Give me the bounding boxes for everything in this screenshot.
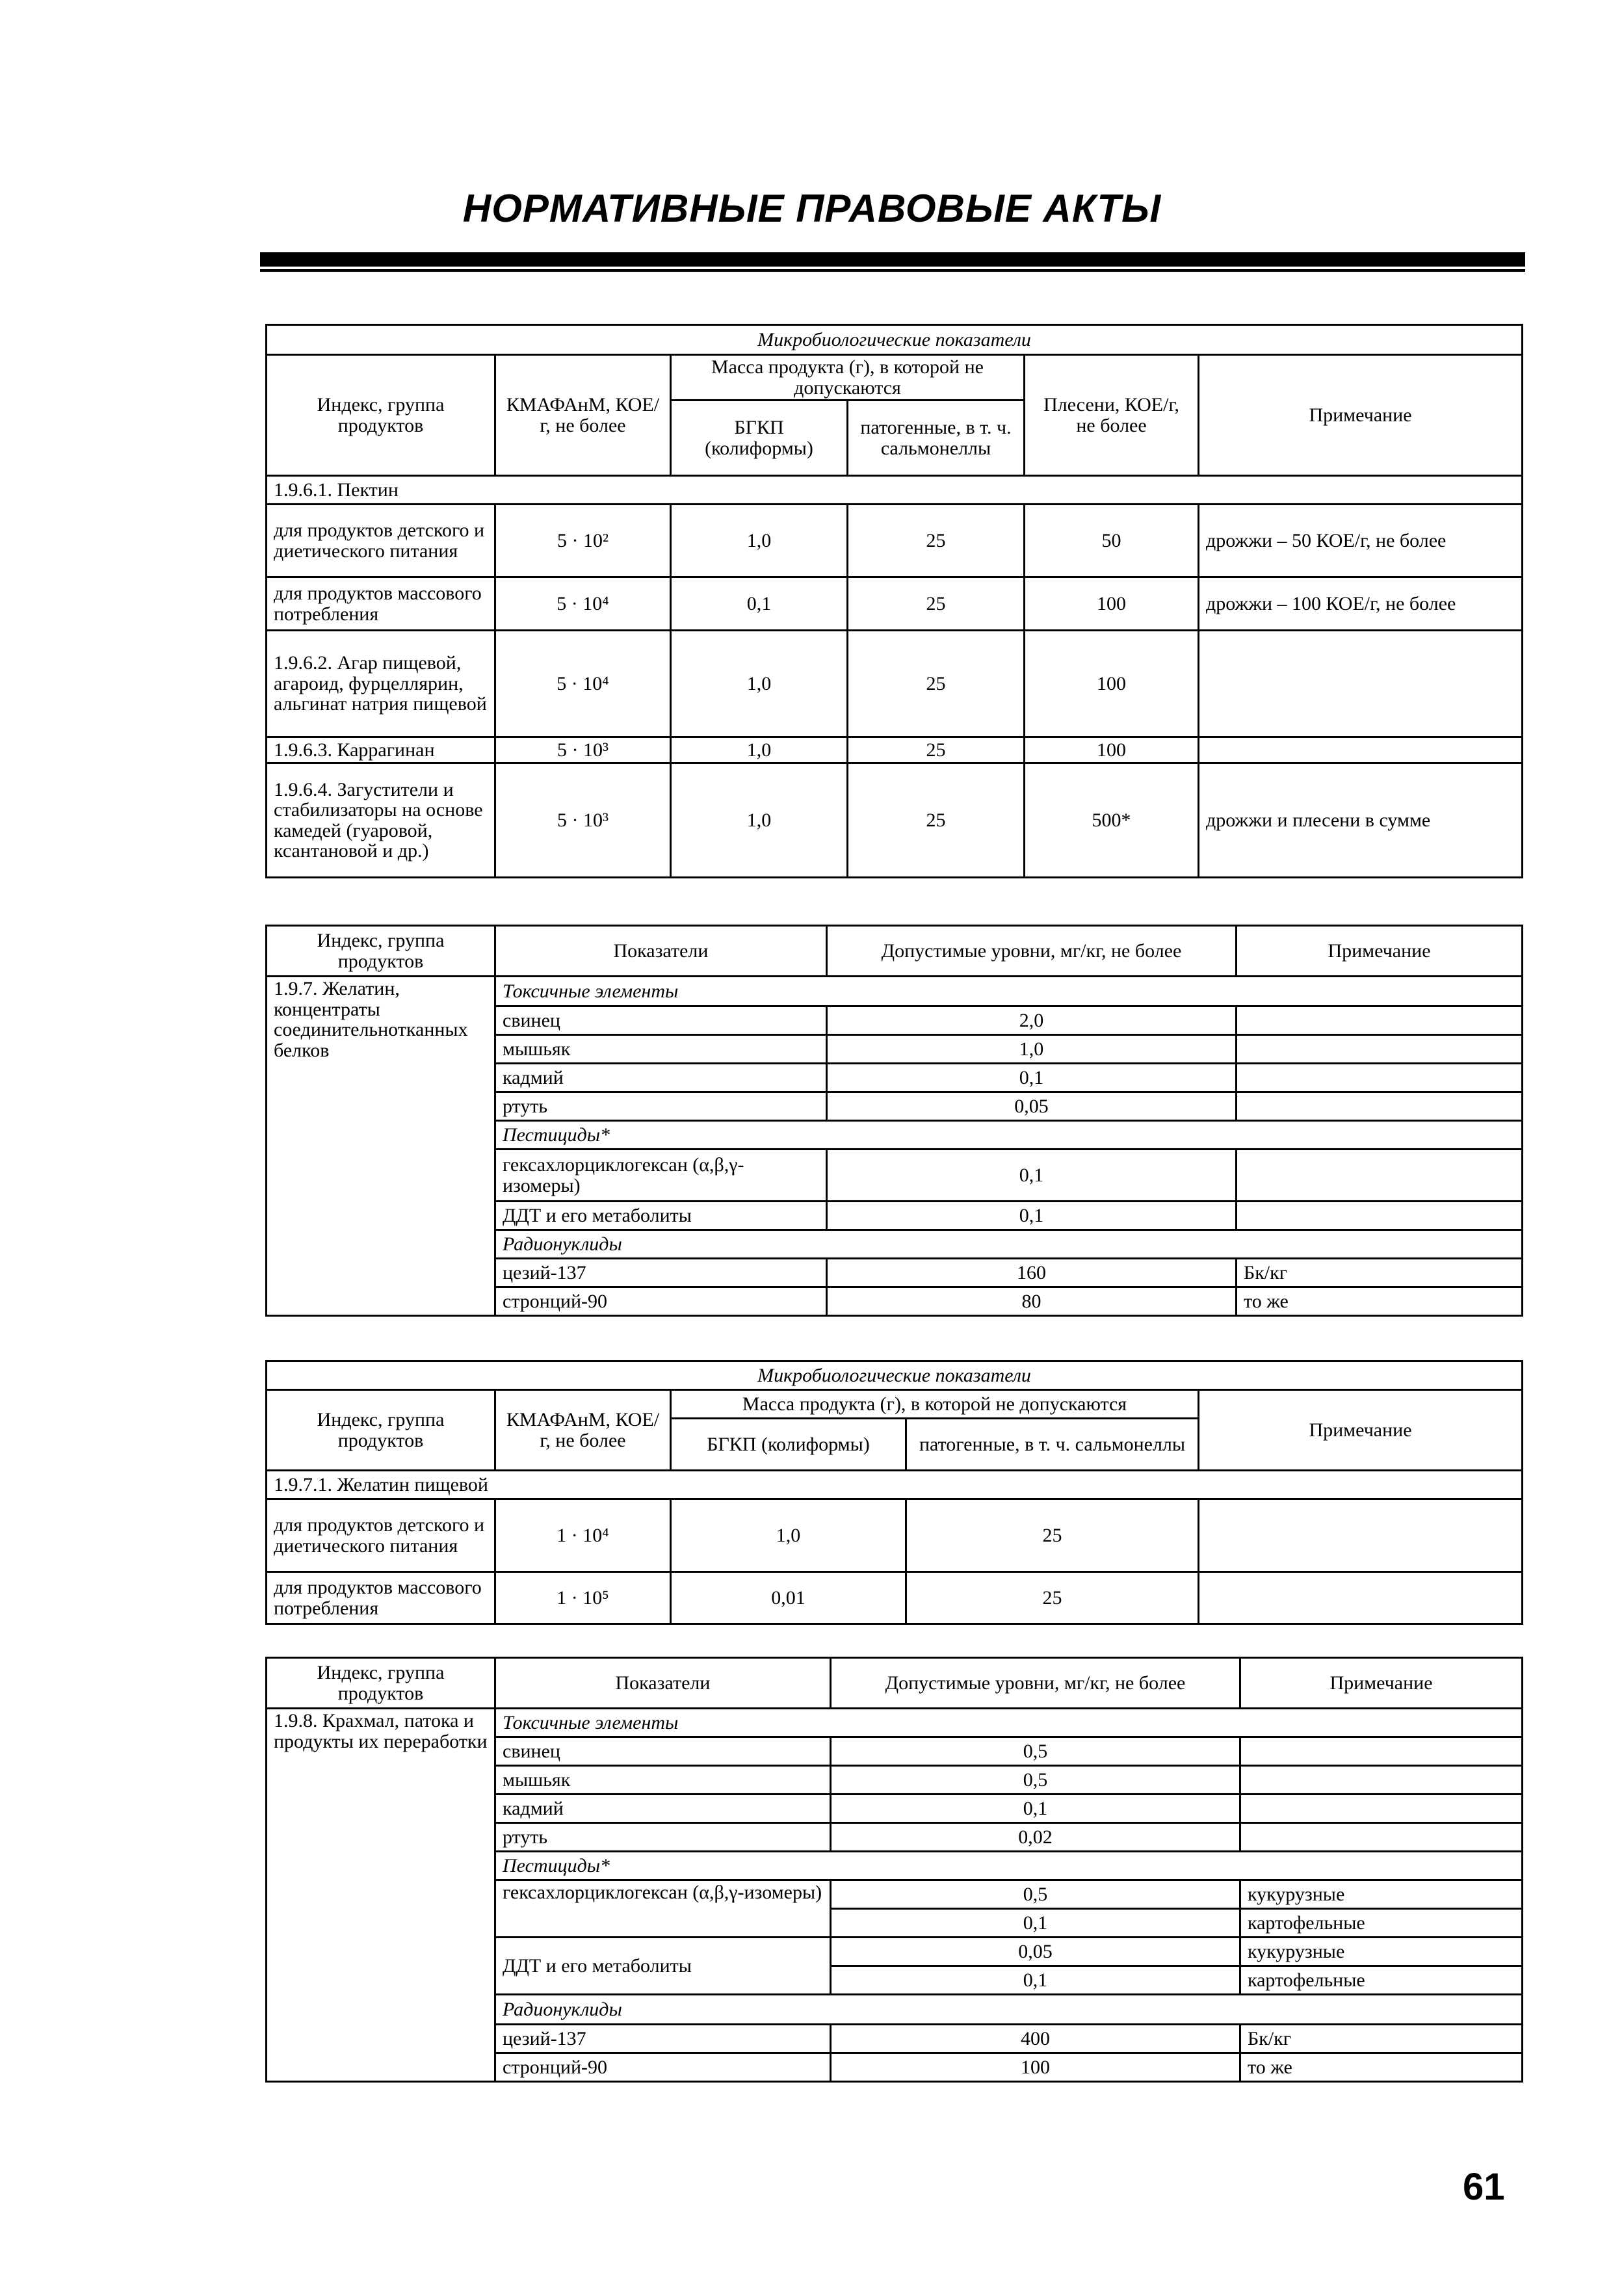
table-row xyxy=(267,577,1523,631)
kmafanm-cell: 1 · 10⁴ xyxy=(495,1499,671,1572)
product-cell: для продуктов детского и диетического питания xyxy=(267,505,495,577)
product-cell: 1.9.8. Крахмал, патока и продукты их переработки xyxy=(267,1709,495,2082)
col-header-index: Индекс, группа продуктов xyxy=(267,926,495,977)
note-cell: дрожжи и плесени в сумме xyxy=(1199,763,1523,878)
note-cell xyxy=(1237,1035,1523,1064)
page-number: 61 xyxy=(1463,2166,1505,2208)
pathogens-cell: 25 xyxy=(848,763,1025,878)
note-cell xyxy=(1237,1006,1523,1035)
note-cell xyxy=(1240,1766,1523,1795)
col-header-kmafanm: КМАФАнМ, КОЕ/г, не более xyxy=(495,355,671,476)
value-cell: 0,1 xyxy=(831,1795,1240,1823)
pathogens-cell: 25 xyxy=(848,577,1025,631)
note-cell: то же xyxy=(1240,2053,1523,2082)
col-header-pathogens: патогенные, в т. ч. сальмонеллы xyxy=(848,401,1025,476)
indicator-cell: мышьяк xyxy=(495,1766,831,1795)
note-cell xyxy=(1237,1202,1523,1230)
bgkp-cell: 1,0 xyxy=(671,505,848,577)
note-cell xyxy=(1237,1064,1523,1092)
indicator-cell: мышьяк xyxy=(495,1035,827,1064)
value-cell: 0,1 xyxy=(831,1909,1240,1938)
value-cell: 160 xyxy=(827,1259,1237,1287)
kmafanm-cell: 5 · 10⁴ xyxy=(495,631,671,737)
col-header-mass: Масса продукта (г), в которой не допускаются xyxy=(671,1390,1199,1419)
value-cell: 0,5 xyxy=(831,1766,1240,1795)
molds-cell: 100 xyxy=(1025,577,1199,631)
section-label: 1.9.7.1. Желатин пищевой xyxy=(267,1471,1523,1499)
microbiology-table-gelatin xyxy=(265,1360,1523,1625)
molds-cell: 100 xyxy=(1025,737,1199,763)
note-cell xyxy=(1237,1150,1523,1202)
bgkp-cell: 1,0 xyxy=(671,1499,906,1572)
value-cell: 0,05 xyxy=(831,1938,1240,1966)
toxicology-table-gelatin xyxy=(265,925,1523,1317)
col-header-pathogens: патогенные, в т. ч. сальмонеллы xyxy=(906,1419,1199,1471)
toxicology-table-starch xyxy=(265,1657,1523,2083)
note-cell: картофельные xyxy=(1240,1966,1523,1995)
indicator-cell: ДДТ и его метаболиты xyxy=(495,1202,827,1230)
value-cell: 0,1 xyxy=(827,1064,1237,1092)
product-cell: 1.9.6.2. Агар пищевой, агароид, фурцеллярин, альгинат натрия пищевой xyxy=(267,631,495,737)
product-cell: для продуктов массового потребления xyxy=(267,1572,495,1624)
table-row xyxy=(267,505,1523,577)
indicator-cell: стронций-90 xyxy=(495,2053,831,2082)
subgroup-label: Радионуклиды xyxy=(495,1230,1523,1259)
kmafanm-cell: 5 · 10³ xyxy=(495,763,671,878)
note-cell: дрожжи – 50 КОЕ/г, не более xyxy=(1199,505,1523,577)
bgkp-cell: 0,01 xyxy=(671,1572,906,1624)
kmafanm-cell: 1 · 10⁵ xyxy=(495,1572,671,1624)
col-header-index: Индекс, группа продуктов xyxy=(267,1390,495,1471)
product-cell: 1.9.6.4. Загустители и стабилизаторы на основе камедей (гуаровой, ксантановой и др.) xyxy=(267,763,495,878)
kmafanm-cell: 5 · 10² xyxy=(495,505,671,577)
note-cell: дрожжи – 100 КОЕ/г, не более xyxy=(1199,577,1523,631)
kmafanm-cell: 5 · 10⁴ xyxy=(495,577,671,631)
col-header-index: Индекс, группа продуктов xyxy=(267,355,495,476)
col-header-note: Примечание xyxy=(1240,1658,1523,1709)
value-cell: 100 xyxy=(831,2053,1240,2082)
value-cell: 0,5 xyxy=(831,1880,1240,1909)
subgroup-label: Радионуклиды xyxy=(495,1995,1523,2025)
bgkp-cell: 1,0 xyxy=(671,631,848,737)
product-cell: 1.9.7. Желатин, концентраты соединительнотканных белков xyxy=(267,977,495,1316)
group-header: Микробиологические показатели xyxy=(267,325,1523,355)
table-row xyxy=(267,763,1523,878)
col-header-levels: Допустимые уровни, мг/кг, не более xyxy=(831,1658,1240,1709)
indicator-cell: гексахлорциклогексан (α,β,γ-изомеры) xyxy=(495,1880,831,1938)
group-header: Микробиологические показатели xyxy=(267,1361,1523,1390)
value-cell: 0,1 xyxy=(827,1202,1237,1230)
indicator-cell: ДДТ и его метаболиты xyxy=(495,1938,831,1995)
pathogens-cell: 25 xyxy=(848,631,1025,737)
value-cell: 400 xyxy=(831,2025,1240,2053)
indicator-cell: цезий-137 xyxy=(495,2025,831,2053)
microbiology-table-pectin xyxy=(265,324,1523,878)
pathogens-cell: 25 xyxy=(906,1499,1199,1572)
subgroup-label: Токсичные элементы xyxy=(495,977,1523,1006)
indicator-cell: свинец xyxy=(495,1006,827,1035)
indicator-cell: гексахлорциклогексан (α,β,γ-изомеры) xyxy=(495,1150,827,1202)
note-cell xyxy=(1240,1823,1523,1852)
bgkp-cell: 1,0 xyxy=(671,763,848,878)
section-label: 1.9.6.1. Пектин xyxy=(267,476,1523,505)
col-header-kmafanm: КМАФАнМ, КОЕ/г, не более xyxy=(495,1390,671,1471)
indicator-cell: свинец xyxy=(495,1737,831,1766)
note-cell xyxy=(1199,1499,1523,1572)
table-row xyxy=(267,631,1523,737)
note-cell: Бк/кг xyxy=(1240,2025,1523,2053)
indicator-cell: ртуть xyxy=(495,1823,831,1852)
product-cell: для продуктов детского и диетического питания xyxy=(267,1499,495,1572)
header-rule xyxy=(260,252,1525,267)
molds-cell: 100 xyxy=(1025,631,1199,737)
bgkp-cell: 1,0 xyxy=(671,737,848,763)
col-header-levels: Допустимые уровни, мг/кг, не более xyxy=(827,926,1237,977)
page-header-title: НОРМАТИВНЫЕ ПРАВОВЫЕ АКТЫ xyxy=(462,187,1162,230)
col-header-note: Примечание xyxy=(1237,926,1523,977)
subgroup-label: Пестициды* xyxy=(495,1121,1523,1150)
indicator-cell: стронций-90 xyxy=(495,1287,827,1316)
value-cell: 1,0 xyxy=(827,1035,1237,1064)
indicator-cell: цезий-137 xyxy=(495,1259,827,1287)
note-cell xyxy=(1240,1737,1523,1766)
bgkp-cell: 0,1 xyxy=(671,577,848,631)
pathogens-cell: 25 xyxy=(848,505,1025,577)
product-cell: 1.9.6.3. Каррагинан xyxy=(267,737,495,763)
value-cell: 2,0 xyxy=(827,1006,1237,1035)
col-header-note: Примечание xyxy=(1199,355,1523,476)
col-header-bgkp: БГКП (колиформы) xyxy=(671,1419,906,1471)
note-cell xyxy=(1199,631,1523,737)
col-header-bgkp: БГКП (колиформы) xyxy=(671,401,848,476)
molds-cell: 500* xyxy=(1025,763,1199,878)
note-cell xyxy=(1237,1092,1523,1121)
indicator-cell: ртуть xyxy=(495,1092,827,1121)
note-cell: картофельные xyxy=(1240,1909,1523,1938)
col-header-note: Примечание xyxy=(1199,1390,1523,1471)
molds-cell: 50 xyxy=(1025,505,1199,577)
table-row xyxy=(267,1499,1523,1572)
indicator-cell: кадмий xyxy=(495,1064,827,1092)
value-cell: 80 xyxy=(827,1287,1237,1316)
subgroup-label: Токсичные элементы xyxy=(495,1709,1523,1737)
col-header-molds: Плесени, КОЕ/г, не более xyxy=(1025,355,1199,476)
value-cell: 0,1 xyxy=(827,1150,1237,1202)
product-cell: для продуктов массового потребления xyxy=(267,577,495,631)
pathogens-cell: 25 xyxy=(906,1572,1199,1624)
value-cell: 0,5 xyxy=(831,1737,1240,1766)
col-header-index: Индекс, группа продуктов xyxy=(267,1658,495,1709)
col-header-mass: Масса продукта (г), в которой не допускаются xyxy=(671,355,1025,401)
note-cell xyxy=(1240,1795,1523,1823)
note-cell: Бк/кг xyxy=(1237,1259,1523,1287)
col-header-indicators: Показатели xyxy=(495,926,827,977)
note-cell: кукурузные xyxy=(1240,1938,1523,1966)
note-cell: кукурузные xyxy=(1240,1880,1523,1909)
col-header-indicators: Показатели xyxy=(495,1658,831,1709)
pathogens-cell: 25 xyxy=(848,737,1025,763)
subgroup-label: Пестициды* xyxy=(495,1852,1523,1880)
table-row xyxy=(267,737,1523,763)
value-cell: 0,05 xyxy=(827,1092,1237,1121)
value-cell: 0,1 xyxy=(831,1966,1240,1995)
indicator-cell: кадмий xyxy=(495,1795,831,1823)
note-cell xyxy=(1199,1572,1523,1624)
note-cell xyxy=(1199,737,1523,763)
table-row xyxy=(267,1572,1523,1624)
note-cell: то же xyxy=(1237,1287,1523,1316)
header-rule-thin xyxy=(260,269,1525,272)
value-cell: 0,02 xyxy=(831,1823,1240,1852)
kmafanm-cell: 5 · 10³ xyxy=(495,737,671,763)
